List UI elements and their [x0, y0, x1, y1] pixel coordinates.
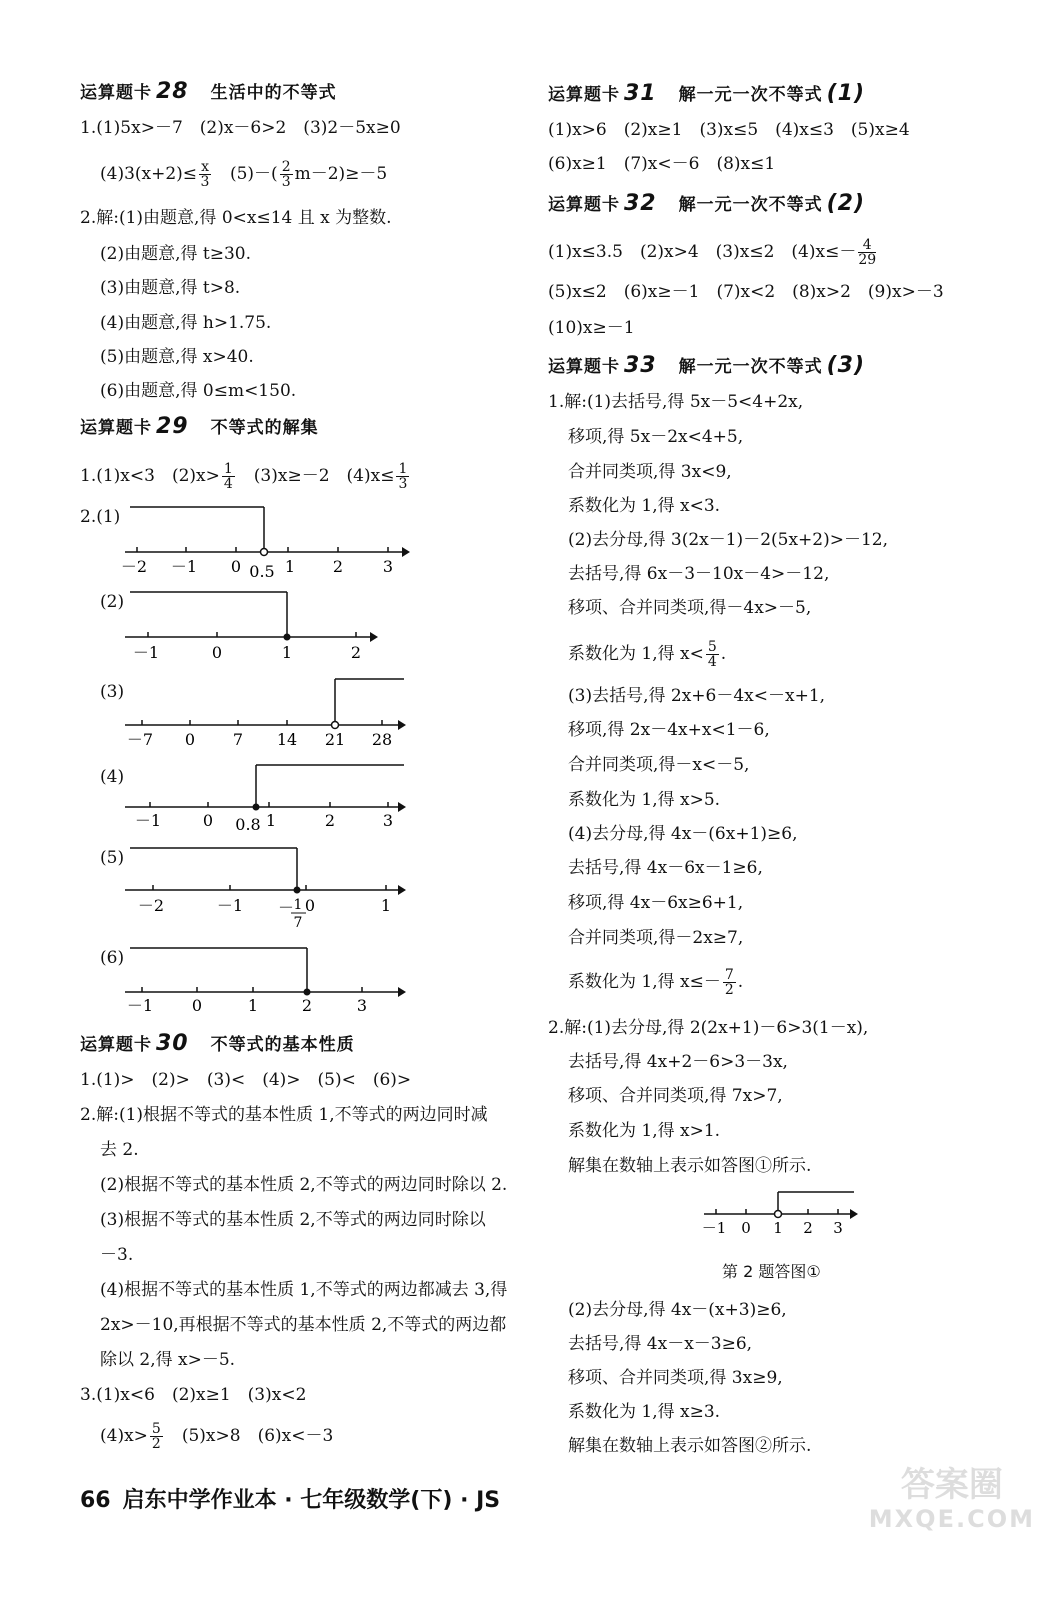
answer-line: 2x>－10,再根据不等式的基本性质 2,不等式的两边都: [100, 1315, 507, 1335]
denominator: 29: [858, 252, 877, 268]
tick-label: －1: [701, 1219, 727, 1237]
section-32-header: [548, 190, 875, 216]
fraction: [150, 1422, 163, 1451]
section-label: 运算题卡: [80, 1035, 152, 1055]
section-title: 解一元一次不等式: [678, 357, 823, 377]
answer-line: 合并同类项,得－2x≥7,: [568, 928, 744, 948]
answer-line: 3.(1)x<6 (2)x≥1 (3)x<2: [80, 1385, 307, 1405]
number-line-label: (5): [100, 848, 125, 868]
answer-line: 去括号,得 4x－6x－1≥6,: [568, 858, 763, 878]
answer-line: 去 2.: [100, 1140, 139, 1160]
tick-label: 2: [350, 643, 362, 662]
tick-label: 28: [371, 730, 393, 749]
answer-line: (6)x≥1 (7)x<－6 (8)x≤1: [548, 154, 776, 174]
numerator: 5: [151, 1421, 161, 1437]
denominator: 3: [200, 174, 210, 190]
answer-line: [100, 160, 387, 189]
answer-line: (4)由题意,得 h>1.75.: [100, 313, 272, 333]
section-label: 运算题卡: [80, 418, 152, 438]
tick-label: 2: [803, 1219, 813, 1237]
section-label: 运算题卡: [80, 83, 152, 103]
answer-line: 移项,得 4x－6x≥6+1,: [568, 893, 744, 913]
fraction: [280, 160, 293, 189]
tick-label: 0: [230, 557, 242, 576]
answer-line: 移项、合并同类项,得 7x>7,: [568, 1086, 783, 1106]
tick-label: 2: [324, 811, 336, 830]
answer-text: 系数化为 1,得 x<: [568, 644, 704, 664]
answer-line: 去括号,得 4x+2－6>3－3x,: [568, 1052, 788, 1072]
answer-text: (4)x>: [100, 1426, 148, 1446]
denominator: 4: [707, 654, 717, 670]
answer-line: [80, 462, 411, 491]
watermark-text: 答案圈: [900, 1465, 1003, 1505]
closed-endpoint: [284, 634, 291, 641]
fraction: [723, 968, 736, 997]
answer-line: (1)x>6 (2)x≥1 (3)x≤5 (4)x≤3 (5)x≥4: [548, 120, 910, 140]
answer-line: (3)由题意,得 t>8.: [100, 278, 241, 298]
tick-label: 2: [301, 996, 313, 1015]
answer-line: 系数化为 1,得 x<3.: [568, 496, 721, 516]
section-29-header: [80, 413, 319, 439]
answer-text: .: [720, 644, 727, 664]
tick-label: 7: [232, 730, 244, 749]
answer-line: 移项,得 5x－2x<4+5,: [568, 427, 744, 447]
tick-label: 1: [293, 897, 303, 913]
answer-line: 去括号,得 6x－3－10x－4>－12,: [568, 564, 830, 584]
answer-line: [568, 968, 743, 997]
section-number: 32: [624, 191, 657, 216]
answer-figure-1-number-line: [700, 1188, 860, 1238]
answer-line: 解集在数轴上表示如答图①所示.: [568, 1156, 812, 1176]
closed-endpoint: [253, 804, 260, 811]
fraction: [396, 462, 409, 491]
numerator: 1: [223, 461, 233, 477]
answer-line: (3)去括号,得 2x+6－4x<－x+1,: [568, 686, 826, 706]
tick-label: 0: [211, 643, 223, 662]
answer-line: (2)由题意,得 t≥30.: [100, 244, 251, 264]
answer-line: 系数化为 1,得 x>1.: [568, 1121, 721, 1141]
section-number: 31: [624, 81, 657, 106]
tick-label: －1: [216, 896, 244, 915]
answer-line: (4)根据不等式的基本性质 1,不等式的两边都减去 3,得: [100, 1280, 508, 1300]
tick-label: 1: [773, 1219, 783, 1237]
answer-line: 去括号,得 4x－x－3≥6,: [568, 1334, 753, 1354]
fraction: [222, 462, 235, 491]
page-footer: [80, 1483, 500, 1514]
answer-text: 系数化为 1,得 x≤－: [568, 972, 721, 992]
tick-label: －7: [126, 730, 154, 749]
numerator: 7: [724, 967, 734, 983]
tick-label: 14: [276, 730, 298, 749]
tick-label: 3: [356, 996, 368, 1015]
denominator: 3: [398, 476, 408, 492]
answer-line: [548, 238, 878, 267]
answer-line: [568, 640, 726, 669]
tick-label: －1: [170, 557, 198, 576]
open-endpoint: [261, 549, 268, 556]
answer-line: 移项、合并同类项,得 3x≥9,: [568, 1368, 783, 1388]
answer-text: (3)x≥－2 (4)x≤: [236, 466, 395, 486]
fraction: [858, 238, 876, 267]
closed-endpoint: [294, 887, 301, 894]
section-part: (3): [826, 353, 866, 378]
answer-line: 系数化为 1,得 x≥3.: [568, 1402, 721, 1422]
section-title: 解一元一次不等式: [678, 195, 823, 215]
section-title: 生活中的不等式: [210, 83, 337, 103]
section-33-header: [548, 352, 875, 378]
tick-label: －1: [134, 811, 162, 830]
tick-label: 0: [304, 896, 316, 915]
watermark-logo: [868, 1465, 1035, 1536]
number-line-label: 2.(1): [80, 507, 121, 527]
answer-text: .: [737, 972, 744, 992]
tick-label: 3: [382, 557, 394, 576]
tick-label: 1: [281, 643, 293, 662]
page-number: 66: [80, 1488, 111, 1513]
numerator: 4: [858, 238, 876, 253]
tick-label: 2: [332, 557, 344, 576]
tick-label: 0.8: [235, 815, 261, 832]
tick-label: －1: [132, 643, 160, 662]
section-part: (1): [826, 81, 866, 106]
answer-text: 1.(1)x<3 (2)x>: [80, 466, 220, 486]
answer-text: m－2)≥－5: [294, 164, 388, 184]
tick-label: 3: [382, 811, 394, 830]
numerator: x: [201, 159, 209, 175]
number-line-1: [120, 505, 410, 580]
tick-label: 1: [380, 896, 392, 915]
tick-label: 3: [833, 1219, 843, 1237]
answer-line: (6)由题意,得 0≤m<150.: [100, 381, 297, 401]
closed-endpoint: [304, 989, 311, 996]
open-endpoint: [332, 722, 339, 729]
answer-line: 1.解:(1)去括号,得 5x－5<4+2x,: [548, 392, 804, 412]
tick-label: 1: [284, 557, 296, 576]
answer-text: (5)－(: [212, 164, 278, 184]
section-31-header: [548, 80, 875, 106]
figure-caption: 第 2 题答图①: [722, 1262, 821, 1281]
denominator: 3: [281, 174, 291, 190]
numerator: 2: [281, 159, 291, 175]
answer-text: (1)x≤3.5 (2)x>4 (3)x≤2 (4)x≤－: [548, 242, 857, 262]
answer-line: 1.(1)> (2)> (3)< (4)> (5)< (6)>: [80, 1070, 412, 1090]
answer-line: (5)由题意,得 x>40.: [100, 347, 254, 367]
section-part: (2): [826, 191, 866, 216]
numerator: 5: [707, 639, 717, 655]
number-line-6: [120, 945, 410, 1015]
section-label: 运算题卡: [548, 85, 620, 105]
fraction: [706, 640, 719, 669]
answer-line: [100, 1422, 333, 1451]
tick-label: 21: [324, 730, 346, 749]
tick-label: 7: [293, 915, 303, 931]
tick-label: 1: [247, 996, 259, 1015]
book-title: 启东中学作业本 · 七年级数学(下) · JS: [122, 1488, 501, 1513]
answer-line: 移项、合并同类项,得－4x>－5,: [568, 598, 812, 618]
section-title: 解一元一次不等式: [678, 85, 823, 105]
tick-label: 0: [202, 811, 214, 830]
number-line-label: (3): [100, 682, 125, 702]
fraction: [199, 160, 211, 189]
number-line-3: [120, 675, 410, 750]
tick-label: 0: [184, 730, 196, 749]
number-line-label: (4): [100, 767, 125, 787]
answer-line: 除以 2,得 x>－5.: [100, 1350, 236, 1370]
number-line-label: (6): [100, 948, 125, 968]
open-endpoint: [775, 1211, 782, 1218]
tick-label: 0: [741, 1219, 751, 1237]
answer-line: 1.(1)5x>－7 (2)x－6>2 (3)2－5x≥0: [80, 118, 401, 138]
answer-line: (2)根据不等式的基本性质 2,不等式的两边同时除以 2.: [100, 1175, 508, 1195]
answer-line: (5)x≤2 (6)x≥－1 (7)x<2 (8)x>2 (9)x>－3: [548, 282, 944, 302]
tick-label: －2: [137, 896, 165, 915]
answer-line: 移项,得 2x－4x+x<1－6,: [568, 720, 770, 740]
answer-line: (3)根据不等式的基本性质 2,不等式的两边同时除以: [100, 1210, 486, 1230]
answer-line: (2)去分母,得 3(2x－1)－2(5x+2)>－12,: [568, 530, 889, 550]
section-number: 29: [156, 414, 189, 439]
answer-line: 合并同类项,得－x<－5,: [568, 755, 750, 775]
number-line-2: [120, 590, 380, 665]
denominator: 4: [223, 476, 233, 492]
watermark-url: MXQE.COM: [868, 1505, 1035, 1533]
section-28-header: [80, 78, 337, 104]
tick-label: －1: [126, 996, 154, 1015]
tick-label: 1: [265, 811, 277, 830]
section-number: 33: [624, 353, 657, 378]
answer-line: 系数化为 1,得 x>5.: [568, 790, 721, 810]
answer-line: (4)去分母,得 4x－(6x+1)≥6,: [568, 824, 798, 844]
section-title: 不等式的基本性质: [210, 1035, 355, 1055]
denominator: 2: [151, 1436, 161, 1452]
section-label: 运算题卡: [548, 357, 620, 377]
answer-line: 2.解:(1)由题意,得 0<x≤14 且 x 为整数.: [80, 208, 392, 228]
section-title: 不等式的解集: [210, 418, 319, 438]
section-number: 28: [156, 79, 189, 104]
section-30-header: [80, 1030, 355, 1056]
answer-text: (4)3(x+2)≤: [100, 164, 198, 184]
number-line-4: [120, 760, 410, 832]
section-label: 运算题卡: [548, 195, 620, 215]
tick-label: 0.5: [249, 562, 275, 580]
section-number: 30: [156, 1031, 189, 1056]
answer-line: 合并同类项,得 3x<9,: [568, 462, 732, 482]
answer-text: (5)x>8 (6)x<－3: [164, 1426, 334, 1446]
tick-label: 0: [191, 996, 203, 1015]
tick-label: －2: [120, 557, 148, 576]
number-line-label: (2): [100, 592, 125, 612]
answer-line: (2)去分母,得 4x－(x+3)≥6,: [568, 1300, 787, 1320]
answer-line: －3.: [100, 1245, 134, 1265]
answer-line: 解集在数轴上表示如答图②所示.: [568, 1436, 812, 1456]
answer-line: 2.解:(1)去分母,得 2(2x+1)－6>3(1－x),: [548, 1018, 869, 1038]
number-line-5: [120, 845, 410, 935]
numerator: 1: [398, 461, 408, 477]
denominator: 2: [724, 982, 734, 998]
answer-line: (10)x≥－1: [548, 318, 635, 338]
tick-label: －: [277, 898, 295, 917]
answer-line: 2.解:(1)根据不等式的基本性质 1,不等式的两边同时减: [80, 1105, 488, 1125]
